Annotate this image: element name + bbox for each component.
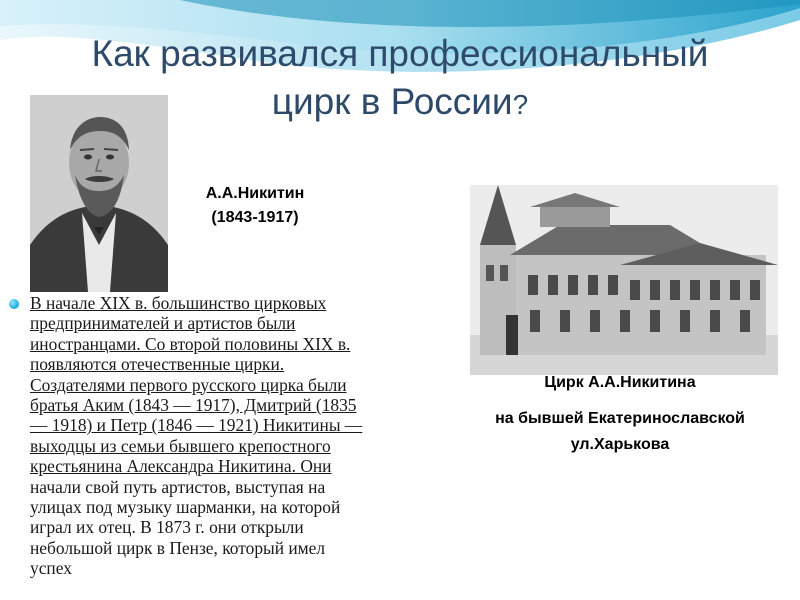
body-line: выходцы из семьи бывшего крепостного [30,435,331,456]
body-line: братья Аким (1843 — 1917), Дмитрий (1835 [30,395,357,416]
person-name: А.А.Никитин [205,185,305,202]
body-line: Создателями первого русского цирка были [30,374,347,395]
circus-caption-line-2: на бывшей Екатеринославской [495,410,745,427]
title-question-mark: ? [512,89,529,120]
body-line: играл их отец. В 1873 г. они открыли [30,517,304,538]
bullet-icon [9,299,19,309]
body-line: иностранцами. Со второй половины XIX в. [30,333,351,354]
body-line: В начале XIX в. большинство цирковых [30,293,327,313]
title-line-1: Как развивался профессиональный [91,33,709,74]
body-line: небольшой цирк в Пензе, который имел [30,537,326,558]
person-caption [180,182,330,230]
body-line: крестьянина Александра Никитина. Они [30,456,332,477]
body-line: — 1918) и Петр (1846 — 1921) Никитины — [30,415,363,436]
body-line: предпринимателей и артистов были [30,313,296,334]
circus-caption-line-1: Цирк А.А.Никитина [544,374,696,391]
person-years: (1843-1917) [211,209,299,226]
title-line-2: цирк в России [271,81,513,122]
body-line: появляются отечественные цирки. [30,354,285,375]
circus-caption [450,370,790,458]
circus-caption-line-3: ул.Харькова [570,436,670,453]
body-text [30,293,470,579]
circus-building-photo [470,185,778,375]
body-line: улицах под музыку шарманки, на которой [30,497,341,518]
portrait-photo [30,95,168,292]
body-line: успех [30,558,72,579]
body-line: начали свой путь артистов, выступая на [30,476,326,497]
